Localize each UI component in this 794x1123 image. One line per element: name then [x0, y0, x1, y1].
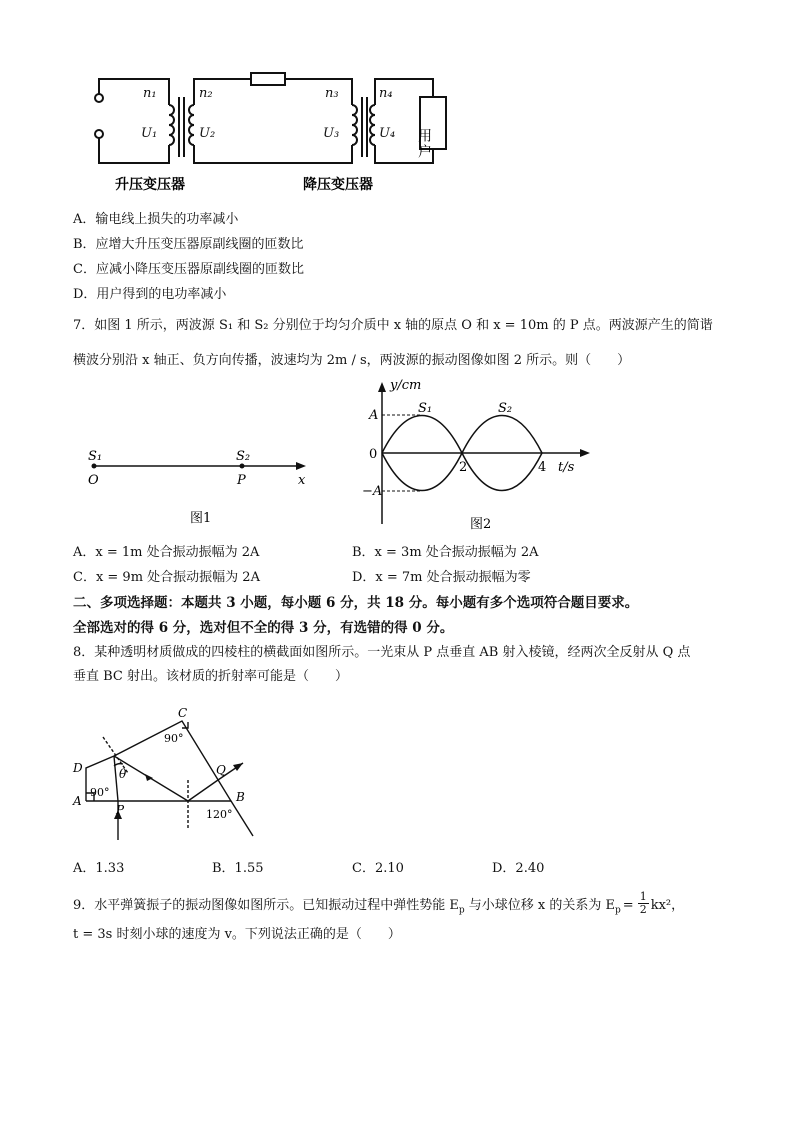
fig1-s2-label: S₂ [236, 449, 251, 464]
angle-b-label: 120° [206, 808, 233, 821]
step-down-label: 降压变压器 [303, 177, 373, 193]
fig2-a-label: A [369, 408, 379, 423]
n1-label: n₁ [143, 86, 157, 101]
angle-a-label: 90° [90, 786, 110, 799]
q6-option-b: B．应增大升压变压器原副线圈的匝数比 [73, 237, 304, 252]
q9-stem-line1: 9．水平弹簧振子的振动图像如图所示。已知振动过程中弹性势能 $E_p$ 与小球位移 x 的关系为 $E_p$ = $\frac{1}{2}$ kx²， [73, 890, 685, 916]
fig1-caption: 图1 [190, 511, 212, 526]
q7-option-c: C．x = 9m 处合振动振幅为 2A [73, 570, 260, 585]
n2-label: n₂ [199, 86, 213, 101]
fig2-ylabel: y/cm [390, 378, 422, 393]
n4-label: n₄ [379, 86, 393, 101]
q9-sub-p-1: p [458, 905, 465, 916]
fig2-t2: 2 [459, 460, 468, 475]
q9-frac-num: 1 [639, 890, 647, 903]
u1-label: U₁ [141, 126, 158, 141]
q6-option-c: C．应减小降压变压器原副线圈的匝数比 [73, 262, 304, 277]
q8-option-c: C．2.10 [352, 861, 404, 876]
fig2-s1-label: S₁ [418, 401, 433, 416]
q8-option-b: B．1.55 [212, 861, 264, 876]
prism-a-label: A [73, 794, 82, 808]
prism-theta-label: θ [119, 767, 127, 781]
section2-heading-line1: 二、多项选择题：本题共 3 小题，每小题 6 分，共 18 分。每小题有多个选项符合题目要求。 [73, 595, 639, 611]
fig1-x-label: x [298, 473, 306, 488]
step-up-label: 升压变压器 [115, 177, 185, 193]
q6-option-a: A．输电线上损失的功率减小 [73, 212, 239, 227]
fig2-caption: 图2 [470, 517, 492, 532]
prism-b-label: B [236, 790, 245, 804]
q7-figure-2 [352, 378, 602, 533]
q7-figure-1 [80, 440, 330, 530]
q7-option-d: D．x = 7m 处合振动振幅为零 [352, 570, 531, 585]
q9-sub-p-2: p [615, 905, 621, 916]
fig2-zero: 0 [369, 447, 378, 462]
fig2-s2-label: S₂ [498, 401, 513, 416]
q9-fraction [638, 891, 649, 916]
prism-p-label: P [116, 803, 125, 817]
q7-stem-line1: 7．如图 1 所示，两波源 S₁ 和 S₂ 分别位于均匀介质中 x 轴的原点 O 和 x = 10m 的 P 点。两波源产生的简谐 [73, 318, 713, 333]
q6-option-d: D．用户得到的电功率减小 [73, 287, 227, 302]
q9-stem-line2: t = 3s 时刻小球的速度为 v。下列说法正确的是（ ） [73, 927, 401, 942]
q9-stem-part1: 9．水平弹簧振子的振动图像如图所示。已知振动过程中弹性势能 E [73, 898, 459, 913]
fig2-neg-a-label: −A [362, 484, 383, 499]
fig2-t4: 4 [538, 460, 547, 475]
prism-c-label: C [178, 706, 188, 720]
transformer-circuit-figure [85, 65, 465, 200]
prism-q-label: Q [216, 763, 226, 777]
fig1-s1-label: S₁ [88, 449, 103, 464]
q8-stem-line1: 8．某种透明材质做成的四棱柱的横截面如图所示。一光束从 P 点垂直 AB 射入棱镜，经两次全反射从 Q 点 [73, 645, 691, 660]
prism-d-label: D [73, 761, 83, 775]
q8-stem-line2: 垂直 BC 射出。该材质的折射率可能是（ ） [73, 669, 349, 684]
u4-label: U₄ [379, 126, 396, 141]
u3-label: U₃ [323, 126, 340, 141]
q8-option-a: A．1.33 [73, 861, 125, 876]
q7-option-a: A．x = 1m 处合振动振幅为 2A [73, 545, 260, 560]
q8-option-d: D．2.40 [492, 861, 545, 876]
fig1-p-label: P [237, 473, 246, 488]
angle-c-label: 90° [164, 732, 184, 745]
q8-prism-figure [68, 700, 278, 850]
fig2-tlabel: t/s [558, 460, 575, 475]
fig1-o-label: O [88, 473, 99, 488]
n3-label: n₃ [325, 86, 339, 101]
section2-heading-line2: 全部选对的得 6 分，选对但不全的得 3 分，有选错的得 0 分。 [73, 620, 454, 636]
q7-stem-line2: 横波分别沿 x 轴正、负方向传播，波速均为 2m / s，两波源的振动图像如图 2 所示。则（ ） [73, 353, 631, 368]
q9-stem-part3: kx²， [650, 898, 685, 913]
user-box-label: 用户 [416, 128, 432, 160]
q7-option-b: B．x = 3m 处合振动振幅为 2A [352, 545, 539, 560]
q9-stem-part2: 与小球位移 x 的关系为 E [464, 898, 616, 913]
u2-label: U₂ [199, 126, 216, 141]
q9-frac-den: 2 [639, 903, 647, 916]
